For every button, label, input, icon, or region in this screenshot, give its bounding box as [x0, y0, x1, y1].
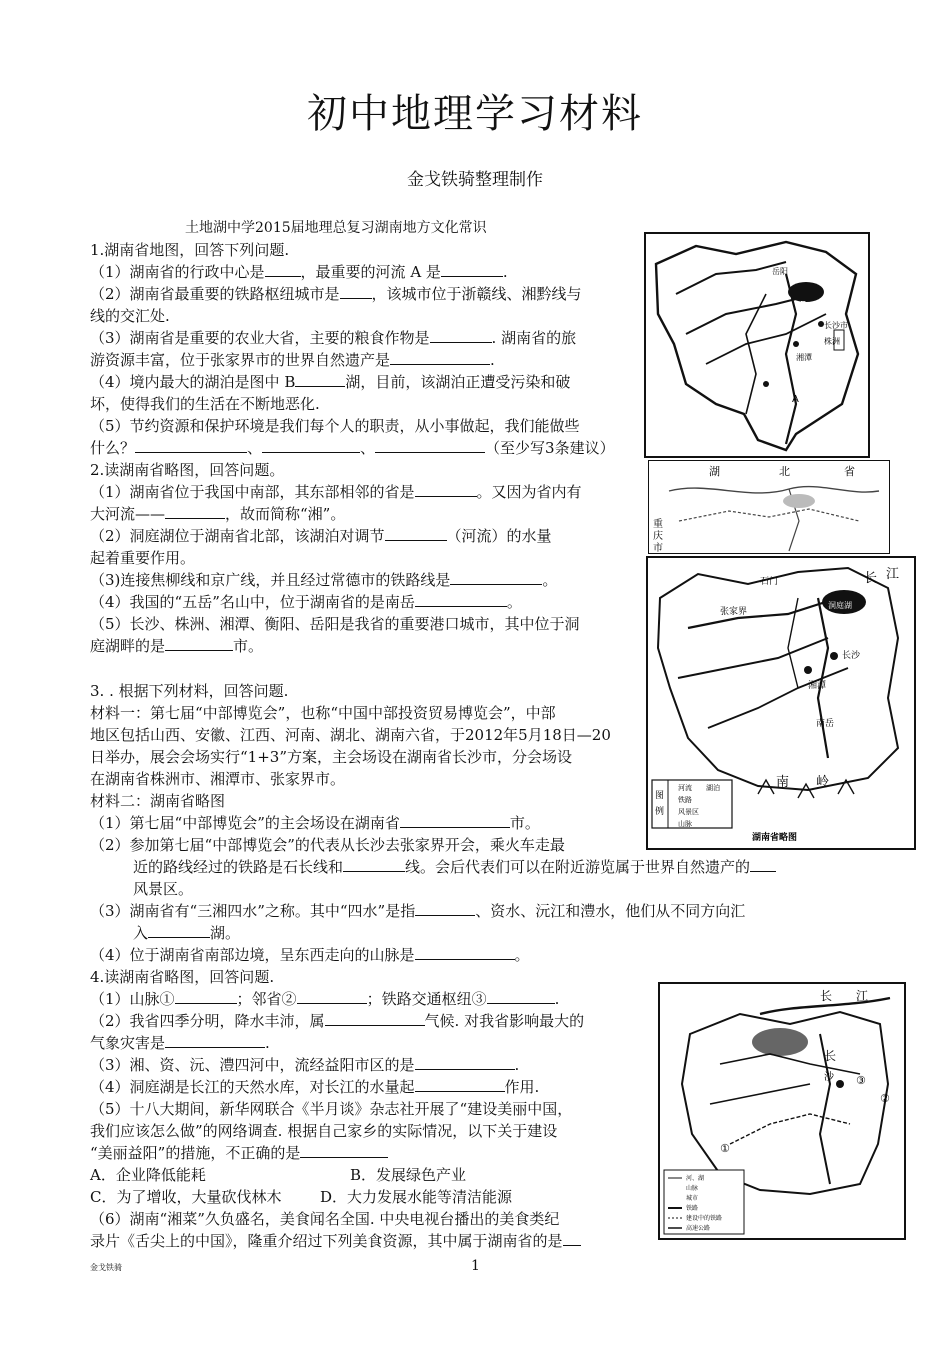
q4-part5-cont2: “美丽益阳”的措施，不正确的是: [90, 1142, 388, 1164]
q4-part5-cont1: 我们应该怎么做”的网络调查. 根据自己家乡的实际情况，以下关于建设: [90, 1122, 558, 1140]
q4-part6: （6）湖南“湘菜”久负盛名，美食闻名全国. 中央电视台播出的美食类纪: [90, 1210, 560, 1228]
map3-legend: [652, 780, 732, 828]
q4-part4: （4）洞庭湖是长江的天然水库，对长江的水量起 作用.: [90, 1078, 540, 1096]
map4-legend-railway: 铁路: [686, 1205, 699, 1212]
map3-label-nanyue: 南岳: [816, 719, 835, 729]
map3-legend-scenic: 风景区: [678, 808, 699, 816]
map3-caption: 湖南省略图: [752, 833, 798, 843]
q3-part3-cont: 入 湖。: [133, 924, 241, 942]
map4-label-sha: 沙: [824, 1072, 834, 1083]
q4-option-a: A．企业降低能耗: [90, 1166, 206, 1184]
q3-part1: （1）第七届“中部博览会”的主会场设在湖南省 市。: [90, 814, 540, 832]
map4-label-3: ③: [856, 1074, 866, 1087]
map1-label-zhuzhou: 株洲: [824, 337, 840, 346]
q2-part4: （4）我国的“五岳”名山中，位于湖南省的是南岳 。: [90, 593, 522, 611]
page-subtitle: 金戈铁骑整理制作: [407, 170, 543, 190]
map4-label-1: ①: [720, 1142, 730, 1155]
map1-label-a: A: [792, 394, 799, 405]
q3-part4: （4）位于湖南省南部边境，呈东西走向的山脉是 。: [90, 946, 530, 964]
q2-part5: （5）长沙、株洲、湘潭、衡阳、岳阳是我省的重要港口城市，其中位于洞: [90, 615, 580, 633]
map4-label-chang2: 长: [824, 1049, 837, 1063]
map3-label-ling: 岭: [816, 775, 830, 790]
page-number: 1: [471, 1258, 480, 1274]
map3-label-chang: 长: [864, 571, 878, 586]
q1-part4: （4）境内最大的湖泊是图中 B 湖，目前，该湖泊正遭受污染和破: [90, 373, 571, 391]
q4-option-c: C．为了增收，大量砍伐林木: [90, 1188, 282, 1206]
map4-legend-highway: 高速公路: [686, 1225, 711, 1232]
q1-part2: （2）湖南省最重要的铁路枢纽城市是 ，该城市位于浙赣线、湘黔线与: [90, 285, 582, 303]
map4-label-chang: 长: [820, 989, 833, 1003]
q1-part2-cont: 线的交汇处.: [90, 307, 170, 325]
map3-legend-title-1: 图: [655, 791, 665, 801]
q4-option-d: D．大力发展水能等清洁能源: [320, 1188, 513, 1206]
q4-part3: （3）湘、资、沅、澧四河中，流经益阳市区的是 .: [90, 1056, 520, 1074]
q3-material2: 材料二：湖南省略图: [90, 792, 226, 810]
map2-label-chong: 重: [653, 519, 663, 530]
q1-part1: （1）湖南省的行政中心是 ，最重要的河流 A 是 .: [90, 263, 508, 281]
map3-label-shimen: 石门: [760, 577, 779, 587]
map3-legend-lake: 湖泊: [706, 784, 720, 792]
hunan-map-1: [644, 232, 870, 458]
map3-legend-river: 河流: [678, 784, 692, 792]
q3-material1: 材料一：第七届“中部博览会”，也称“中国中部投资贸易博览会”，中部: [90, 704, 556, 722]
hunan-map-3: [646, 556, 916, 850]
map4-legend-railway-building: 建设中的铁路: [686, 1215, 723, 1222]
q2-part1: （1）湖南省位于我国中南部，其东部相邻的省是 。又因为省内有: [90, 483, 582, 501]
map3-legend-title-2: 例: [655, 807, 665, 817]
footer-left-text: 金戈铁骑: [90, 1263, 122, 1272]
q4-part2: （2）我省四季分明，降水丰沛，属 气候. 对我省影响最大的: [90, 1012, 585, 1030]
q3-part3: （3）湖南省有“三湘四水”之称。其中“四水”是指 、资水、沅江和澧水，他们从不同方向汇: [90, 902, 746, 920]
q2-part5-cont: 庭湖畔的是 市。: [90, 637, 264, 655]
hunan-map-3-graphic: [648, 558, 914, 848]
q3-stem: 3. . 根据下列材料，回答问题.: [90, 682, 289, 700]
q1-part5-cont: 什么？ 、 、 （至少写3条建议）: [90, 439, 615, 457]
map1-label-b: B: [800, 300, 807, 311]
q1-part5: （5）节约资源和保护环境是我们每个人的职责，从小事做起，我们能做些: [90, 417, 580, 435]
q2-part2-cont: 起着重要作用。: [90, 549, 196, 567]
map1-label-yueyang: 岳阳: [772, 267, 788, 276]
q3-material1-cont2: 日举办，展会会场实行“1+3”方案，主会场设在湖南省长沙市，分会场设: [90, 748, 572, 766]
map4-legend-river: 河、湖: [686, 1175, 705, 1182]
hunan-map-2: [648, 460, 890, 554]
q2-part2: （2）洞庭湖位于湖南省北部，该湖泊对调节 （河流）的水量: [90, 527, 552, 545]
map3-label-xiangtan: 湘潭: [808, 681, 827, 691]
map3-label-nan: 南: [776, 775, 790, 790]
q4-stem: 4.读湖南省略图，回答问题.: [90, 968, 275, 986]
q4-part1: （1）山脉① ；邻省② ；铁路交通枢纽③ .: [90, 990, 560, 1008]
map3-label-jiang: 江: [886, 567, 900, 582]
map1-label-changsha: 长沙市: [824, 321, 848, 330]
hunan-map-1-graphic: [646, 234, 868, 456]
map4-label-2: ②: [880, 1092, 890, 1105]
page-title: 初中地理学习材料: [307, 91, 643, 137]
q2-stem: 2.读湖南省略图，回答问题。: [90, 461, 285, 479]
q4-option-b: B．发展绿色产业: [350, 1166, 467, 1184]
q4-part6-cont: 录片《舌尖上的中国》，隆重介绍过下列美食资源，其中属于湖南省的是: [90, 1230, 581, 1252]
q1-part4-cont: 坏，使得我们的生活在不断地恶化.: [90, 395, 320, 413]
doc-heading: 土地湖中学2015届地理总复习湖南地方文化常识: [185, 220, 487, 236]
map4-label-jiang: 江: [856, 989, 869, 1003]
map2-label-hu: 湖: [709, 465, 720, 478]
q3-material1-cont1: 地区包括山西、安徽、江西、河南、湖北、湖南六省，于2012年5月18日—20: [90, 726, 611, 744]
hunan-map-2-graphic: [649, 461, 889, 553]
map3-legend-railway: 铁路: [678, 796, 692, 804]
q3-part2-cont2: 风景区。: [133, 880, 194, 898]
map1-label-xiangtan: 湘潭: [796, 353, 812, 362]
q3-part2-cont: 近的路线经过的铁路是石长线和 线。会后代表们可以在附近游览属于世界自然遗产的: [133, 856, 776, 878]
map3-label-changsha: 长沙: [842, 651, 861, 661]
q4-part5: （5）十八大期间，新华网联合《半月谈》杂志社开展了“建设美丽中国，: [90, 1100, 573, 1118]
map2-label-qing: 庆: [653, 531, 663, 542]
map4-legend-city: 城市: [686, 1195, 699, 1202]
map3-label-zhangjiajie: 张家界: [720, 607, 748, 617]
map3-label-dongtinghu: 洞庭湖: [828, 601, 852, 610]
q3-material1-cont3: 在湖南省株洲市、湘潭市、张家界市。: [90, 770, 346, 788]
q3-part2: （2）参加第七届“中部博览会”的代表从长沙去张家界开会，乘火车走最: [90, 836, 565, 854]
q1-stem: 1.湖南省地图，回答下列问题.: [90, 241, 290, 259]
hunan-map-4-graphic: [660, 984, 904, 1238]
map3-legend-mountain: 山脉: [678, 820, 692, 828]
map4-legend-mountain: 山脉: [686, 1185, 699, 1192]
q4-part2-cont: 气象灾害是 .: [90, 1034, 270, 1052]
q2-part1-cont: 大河流—— ，故而简称“湘”。: [90, 505, 346, 523]
q1-part3-cont: 游资源丰富，位于张家界市的世界自然遗产是 .: [90, 351, 495, 369]
map2-label-shi: 市: [653, 543, 663, 553]
q2-part3: （3)连接焦柳线和京广线，并且经过常德市的铁路线是 。: [90, 571, 558, 589]
map2-label-sheng: 省: [844, 465, 855, 478]
hunan-map-4: [658, 982, 906, 1240]
q1-part3: （3）湖南省是重要的农业大省，主要的粮食作物是 . 湖南省的旅: [90, 329, 577, 347]
map2-label-bei: 北: [779, 465, 790, 478]
